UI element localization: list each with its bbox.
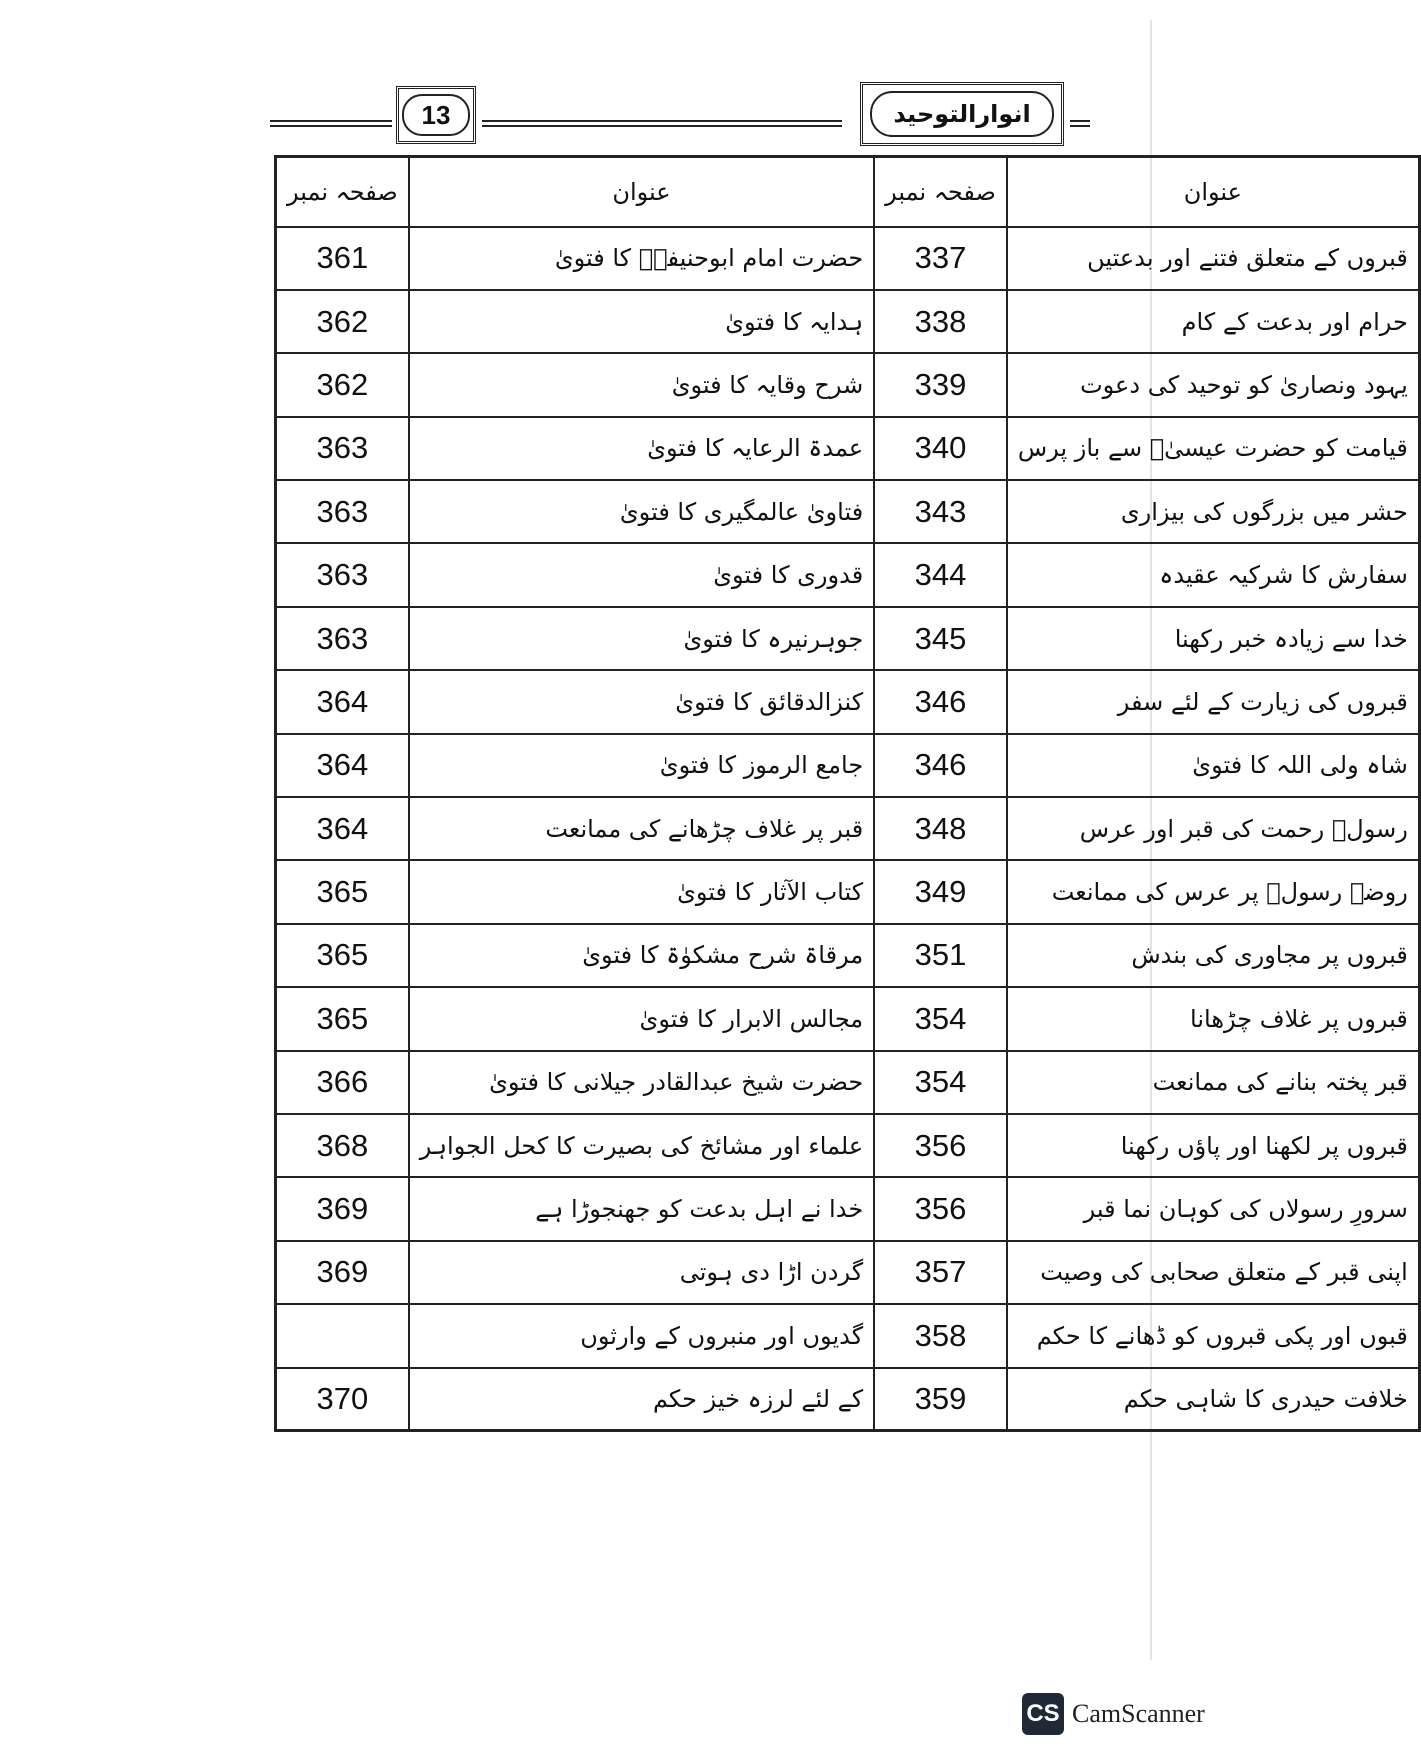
title-right-cell: حشر میں بزرگوں کی بیزاری [1007,480,1419,543]
title-left-cell: عمدۃ الرعایہ کا فتویٰ [409,417,874,480]
page-right-cell: 346 [874,670,1007,733]
page-right-cell: 357 [874,1241,1007,1304]
title-left-cell: شرح وقایہ کا فتویٰ [409,353,874,416]
title-left-cell: جوہرنیرہ کا فتویٰ [409,607,874,670]
table-row [276,290,1420,353]
table-row [276,417,1420,480]
title-left-cell: مرقاۃ شرح مشکوٰۃ کا فتویٰ [409,924,874,987]
title-left-cell: کنزالدقائق کا فتویٰ [409,670,874,733]
page-number-box [396,86,476,144]
table-header-row [276,157,1420,227]
camscanner-brand: CamScanner [1072,1699,1205,1728]
title-right-cell: خدا سے زیادہ خبر رکھنا [1007,607,1419,670]
page-left-cell: 368 [276,1114,409,1177]
page-left-cell: 369 [276,1241,409,1304]
book-title-box [860,82,1064,146]
title-right-cell: سرورِ رسولاں کی کوہان نما قبر [1007,1177,1419,1240]
page-left-cell: 363 [276,417,409,480]
title-left-cell: مجالس الابرار کا فتویٰ [409,987,874,1050]
page-right-cell: 337 [874,227,1007,290]
page-right-cell: 351 [874,924,1007,987]
page-left-cell: 365 [276,987,409,1050]
header-rule-left [270,120,392,127]
table-row [276,670,1420,733]
title-right-cell: قبروں پر لکھنا اور پاؤں رکھنا [1007,1114,1419,1177]
page-right-cell: 349 [874,860,1007,923]
title-left-cell: جامع الرموز کا فتویٰ [409,734,874,797]
table-row [276,1304,1420,1367]
page-right-cell: 338 [874,290,1007,353]
page-left-cell: 365 [276,860,409,923]
title-right-cell: قبروں پر مجاوری کی بندش [1007,924,1419,987]
page-right-cell: 346 [874,734,1007,797]
table-row [276,1241,1420,1304]
page-left-cell: 363 [276,543,409,606]
page-left-cell: 365 [276,924,409,987]
title-left-cell: قدوری کا فتویٰ [409,543,874,606]
page-left-cell [276,1304,409,1367]
page-right-cell: 343 [874,480,1007,543]
header-title-right: عنوان [1007,157,1419,227]
page-left-cell: 370 [276,1368,409,1431]
page-left-cell: 364 [276,734,409,797]
header-page-left: صفحہ نمبر [276,157,409,227]
page-left-cell: 364 [276,797,409,860]
title-left-cell: ہدایہ کا فتویٰ [409,290,874,353]
title-left-cell: گدیوں اور منبروں کے وارثوں [409,1304,874,1367]
page-right-cell: 339 [874,353,1007,416]
table-row [276,1177,1420,1240]
title-right-cell: شاہ ولی اللہ کا فتویٰ [1007,734,1419,797]
page-right-cell: 358 [874,1304,1007,1367]
title-right-cell: خلافت حیدری کا شاہی حکم [1007,1368,1419,1431]
title-left-cell: گردن اڑا دی ہوتی [409,1241,874,1304]
title-right-cell: قبر پختہ بنانے کی ممانعت [1007,1051,1419,1114]
title-left-cell: فتاویٰ عالمگیری کا فتویٰ [409,480,874,543]
header-rule-middle [482,120,842,127]
title-left-cell: خدا نے اہل بدعت کو جھنجوڑا ہے [409,1177,874,1240]
table-row [276,797,1420,860]
title-right-cell: روضہ رسولؐ پر عرس کی ممانعت [1007,860,1419,923]
page-header [270,80,1090,150]
page-left-cell: 363 [276,607,409,670]
table-row [276,1051,1420,1114]
table-of-contents [274,155,1421,1432]
title-right-cell: حرام اور بدعت کے کام [1007,290,1419,353]
page-right-cell: 345 [874,607,1007,670]
title-left-cell: کے لئے لرزہ خیز حکم [409,1368,874,1431]
header-title-left: عنوان [409,157,874,227]
title-left-cell: علماء اور مشائخ کی بصیرت کا کحل الجواہر [409,1114,874,1177]
title-left-cell: حضرت شیخ عبدالقادر جیلانی کا فتویٰ [409,1051,874,1114]
title-right-cell: یہود ونصاریٰ کو توحید کی دعوت [1007,353,1419,416]
table-row [276,734,1420,797]
title-right-cell: قبوں اور پکی قبروں کو ڈھانے کا حکم [1007,1304,1419,1367]
title-right-cell: قبروں پر غلاف چڑھانا [1007,987,1419,1050]
title-right-cell: اپنی قبر کے متعلق صحابی کی وصیت [1007,1241,1419,1304]
page-right-cell: 356 [874,1177,1007,1240]
page-left-cell: 362 [276,353,409,416]
page-right-cell: 348 [874,797,1007,860]
page-right-cell: 340 [874,417,1007,480]
table-row [276,987,1420,1050]
header-page-right: صفحہ نمبر [874,157,1007,227]
table-row [276,1114,1420,1177]
camscanner-logo-icon: CS [1022,1693,1064,1735]
table-row [276,353,1420,416]
table-row [276,607,1420,670]
page-right-cell: 356 [874,1114,1007,1177]
page-left-cell: 366 [276,1051,409,1114]
table-body [276,227,1420,1431]
title-right-cell: رسولؐ رحمت کی قبر اور عرس [1007,797,1419,860]
table-row [276,480,1420,543]
title-left-cell: حضرت امام ابوحنیفہؒ کا فتویٰ [409,227,874,290]
title-right-cell: قیامت کو حضرت عیسیٰؑ سے باز پرس [1007,417,1419,480]
header-rule-right [1070,120,1090,127]
table-row [276,924,1420,987]
page-right-cell: 354 [874,1051,1007,1114]
book-title: انوارالتوحید [870,91,1054,137]
title-right-cell: قبروں کی زیارت کے لئے سفر [1007,670,1419,733]
title-left-cell: کتاب الآثار کا فتویٰ [409,860,874,923]
table-row [276,1368,1420,1431]
title-left-cell: قبر پر غلاف چڑھانے کی ممانعت [409,797,874,860]
page-left-cell: 364 [276,670,409,733]
page-left-cell: 361 [276,227,409,290]
table-row [276,227,1420,290]
page-left-cell: 369 [276,1177,409,1240]
title-right-cell: سفارش کا شرکیہ عقیدہ [1007,543,1419,606]
page-number: 13 [402,94,470,136]
title-right-cell: قبروں کے متعلق فتنے اور بدعتیں [1007,227,1419,290]
page-left-cell: 363 [276,480,409,543]
page-right-cell: 344 [874,543,1007,606]
page-right-cell: 359 [874,1368,1007,1431]
page-left-cell: 362 [276,290,409,353]
table-row [276,543,1420,606]
camscanner-watermark [1022,1692,1205,1736]
table-row [276,860,1420,923]
page-right-cell: 354 [874,987,1007,1050]
